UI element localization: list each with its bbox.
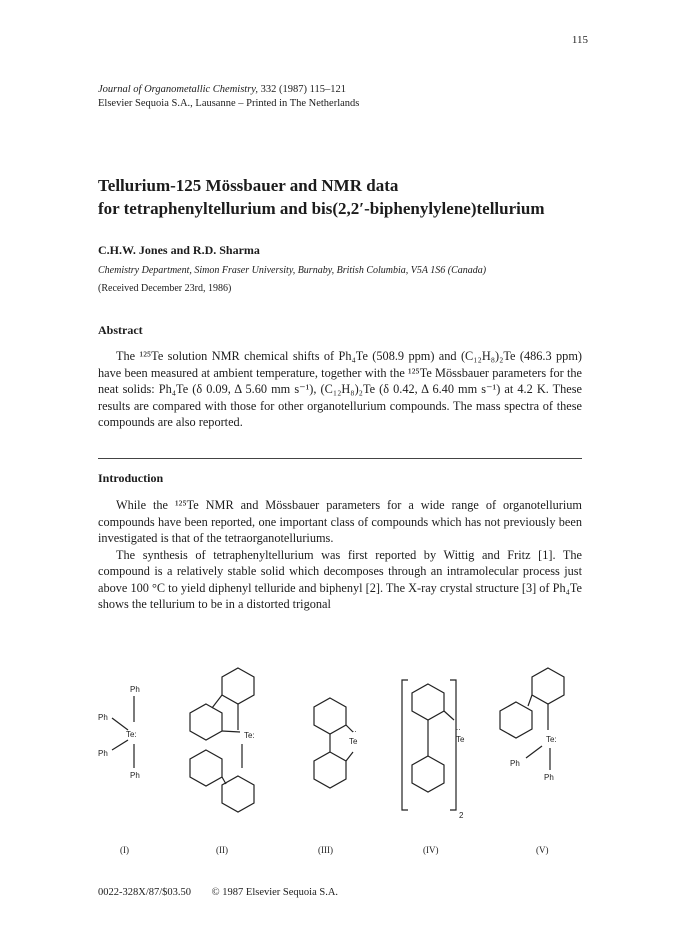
- structure-ii: [190, 668, 255, 812]
- introduction-body: [98, 497, 582, 613]
- ring: [222, 776, 254, 812]
- journal-header: [98, 83, 359, 111]
- ring: [532, 668, 564, 704]
- bond: [112, 718, 128, 730]
- ring: [190, 704, 222, 740]
- section-divider: [98, 458, 582, 459]
- chemical-structures: [98, 658, 588, 826]
- abstract-heading: Abstract: [98, 323, 143, 337]
- journal-volume-pages: 332 (1987) 115–121: [258, 84, 347, 95]
- bracket-left: [402, 680, 408, 810]
- bond: [346, 752, 353, 761]
- copyright: © 1987 Elsevier Sequoia S.A.: [211, 887, 339, 898]
- journal-citation: [98, 83, 359, 97]
- intro-paragraph-2: The synthesis of tetraphenyltellurium was first reported by Wittig and Fritz [1]. The compound is a relatively stable solid which decomposes through an intramolecular process just above 100 °C to yield diphenyl telluride and biphenyl [2]. The X-ray crystal structure [3] of Ph₄Te shows the tellurium to be in a distorted trigonal: [98, 547, 582, 611]
- bond: [528, 695, 532, 706]
- bond: [222, 731, 240, 732]
- structure-iv: [402, 680, 465, 820]
- struct-iii-te: Te: [349, 737, 358, 746]
- label-iv: (IV): [423, 845, 439, 855]
- struct-iv-te: Te: [456, 735, 465, 744]
- article-title: [98, 174, 618, 220]
- bond: [526, 746, 542, 758]
- page-number: 115: [571, 34, 588, 46]
- struct-ii-te: Te:: [244, 731, 255, 740]
- struct-i-ph-top: Ph: [130, 685, 140, 694]
- bracket-right: [450, 680, 456, 810]
- ring: [412, 684, 444, 720]
- struct-v-te: Te:: [546, 735, 557, 744]
- ring: [222, 668, 254, 704]
- struct-iv-lone-pair: ..: [456, 723, 461, 732]
- bond: [212, 695, 222, 708]
- structure-iii: [314, 698, 358, 788]
- struct-iv-subscript: 2: [459, 811, 464, 820]
- introduction-heading: Introduction: [98, 471, 164, 485]
- ring: [314, 698, 346, 734]
- title-line-2: for tetraphenyltellurium and bis(2,2′-biphenylylene)tellurium: [98, 199, 545, 218]
- bond: [444, 711, 454, 720]
- journal-name: Journal of Organometallic Chemistry,: [98, 84, 259, 95]
- ring: [412, 756, 444, 792]
- received-date: (Received December 23rd, 1986): [98, 283, 232, 294]
- ring: [190, 750, 222, 786]
- label-iii: (III): [318, 845, 333, 855]
- struct-i-ph-left: Ph: [98, 713, 108, 722]
- article-code: 0022-328X/87/$03.50: [98, 887, 192, 898]
- label-v: (V): [536, 845, 549, 855]
- struct-i-ph-lower-left: Ph: [98, 749, 108, 758]
- struct-i-ph-bottom: Ph: [130, 771, 140, 780]
- page-footer: [98, 887, 356, 898]
- struct-iii-lone-pair: ..: [352, 725, 357, 734]
- abstract-text: The ¹²⁵Te solution NMR chemical shifts of Ph₄Te (508.9 ppm) and (C₁₂H₈)₂Te (486.3 ppm) have been measured at ambient temperature, together with the ¹²⁵Te Mössbauer parameters for the neat solids: Ph₄Te (δ 0.09, Δ 5.60 mm s⁻¹), (C₁₂H₈)₂Te (δ 0.42, Δ 6.40 mm s⁻¹) at 4.2 K. These results are compared with those for other organotellurium compounds. The mass spectra of these compounds are also reported.: [98, 349, 582, 429]
- struct-v-ph-bottom: Ph: [544, 773, 554, 782]
- bond: [112, 740, 128, 750]
- title-line-1: Tellurium-125 Mössbauer and NMR data: [98, 176, 399, 195]
- label-ii: (II): [216, 845, 228, 855]
- bond: [222, 777, 226, 784]
- abstract-body: [98, 348, 582, 431]
- authors: C.H.W. Jones and R.D. Sharma: [98, 243, 260, 257]
- ring: [500, 702, 532, 738]
- struct-i-te: Te:: [126, 730, 137, 739]
- structure-v: [500, 668, 564, 782]
- label-i: (I): [120, 845, 129, 855]
- affiliation: Chemistry Department, Simon Fraser University, Burnaby, British Columbia, V5A 1S6 (Canada): [98, 265, 487, 276]
- publisher-line: Elsevier Sequoia S.A., Lausanne – Printed in The Netherlands: [98, 98, 360, 109]
- ring: [314, 752, 346, 788]
- intro-paragraph-1: While the ¹²⁵Te NMR and Mössbauer parameters for a wide range of organotellurium compounds have been reported, one important class of compounds which has not previously been investigated is that of the tetraorganotelluriums.: [98, 498, 582, 545]
- struct-v-ph-left: Ph: [510, 759, 520, 768]
- structure-i: [98, 685, 140, 780]
